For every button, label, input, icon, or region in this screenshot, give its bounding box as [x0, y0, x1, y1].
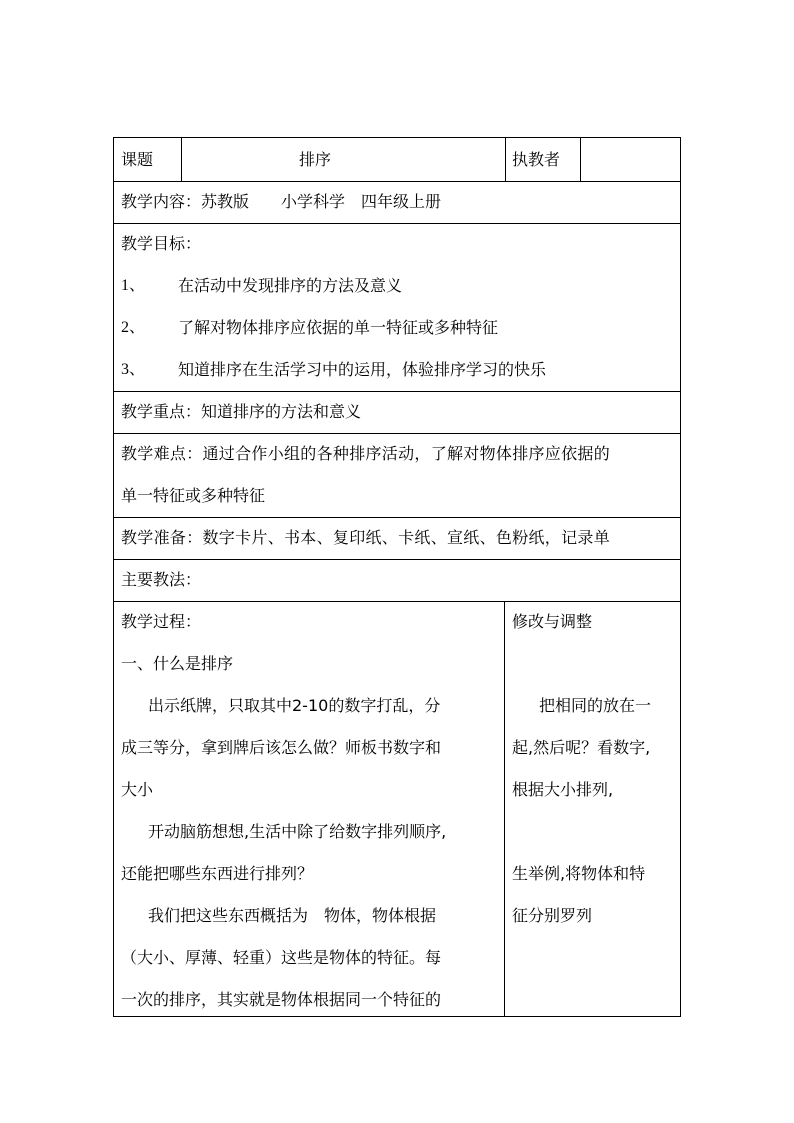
process-line: 开动脑筋想想,生活中除了给数字排列顺序, [148, 822, 447, 841]
topic-value: 排序 [299, 150, 332, 169]
teaching-content: 教学内容：苏教版 小学科学 四年级上册 [121, 192, 442, 211]
process-section-title: 一、什么是排序 [121, 654, 234, 673]
adjust-heading: 修改与调整 [512, 612, 593, 631]
process-line: 出示纸牌，只取其中2-10的数字打乱，分 [148, 696, 441, 715]
key-point: 教学重点：知道排序的方法和意义 [121, 402, 362, 421]
row-divider [114, 391, 680, 392]
objective-number: 1、 [121, 277, 146, 294]
col-divider [580, 138, 581, 181]
process-line: 一次的排序，其实就是物体根据同一个特征的 [121, 990, 442, 1009]
objective-text: 在活动中发现排序的方法及意义 [178, 276, 403, 295]
process-line: 成三等分，拿到牌后该怎么做？师板书数字和 [121, 738, 442, 757]
objective-text: 知道排序在生活学习中的运用，体验排序学习的快乐 [178, 360, 547, 379]
process-line: （大小、厚薄、轻重）这些是物体的特征。每 [121, 948, 442, 967]
process-line: 还能把哪些东西进行排列？ [121, 864, 314, 883]
col-divider [181, 138, 182, 181]
adjust-line: 把相同的放在一 [539, 696, 652, 715]
preparation: 教学准备：数字卡片、书本、复印纸、卡纸、宣纸、色粉纸，记录单 [121, 528, 611, 547]
objective-text: 了解对物体排序应依据的单一特征或多种特征 [178, 318, 499, 337]
row-divider [114, 433, 680, 434]
objectives-heading: 教学目标： [121, 234, 202, 253]
adjust-line: 生举例,将物体和特 [512, 864, 646, 883]
col-divider [504, 601, 505, 1017]
row-divider [114, 181, 680, 182]
teacher-label: 执教者 [512, 150, 561, 169]
process-heading: 教学过程： [121, 612, 202, 631]
adjust-line: 起,然后呢？看数字, [512, 738, 651, 757]
difficulty-line: 单一特征或多种特征 [121, 486, 266, 505]
row-divider [114, 517, 680, 518]
teaching-methods: 主要教法： [121, 570, 202, 589]
row-divider [114, 223, 680, 224]
process-line: 我们把这些东西概括为 物体，物体根据 [148, 906, 437, 925]
topic-label: 课题 [121, 150, 154, 169]
objective-number: 3、 [121, 361, 146, 378]
adjust-line: 根据大小排列, [512, 780, 614, 799]
objective-number: 2、 [121, 319, 146, 336]
difficulty-line: 教学难点：通过合作小组的各种排序活动，了解对物体排序应依据的 [121, 444, 611, 463]
adjust-line: 征分别罗列 [512, 906, 593, 925]
col-divider [505, 138, 506, 181]
row-divider [114, 559, 680, 560]
process-line: 大小 [121, 780, 154, 799]
row-divider [114, 601, 680, 602]
